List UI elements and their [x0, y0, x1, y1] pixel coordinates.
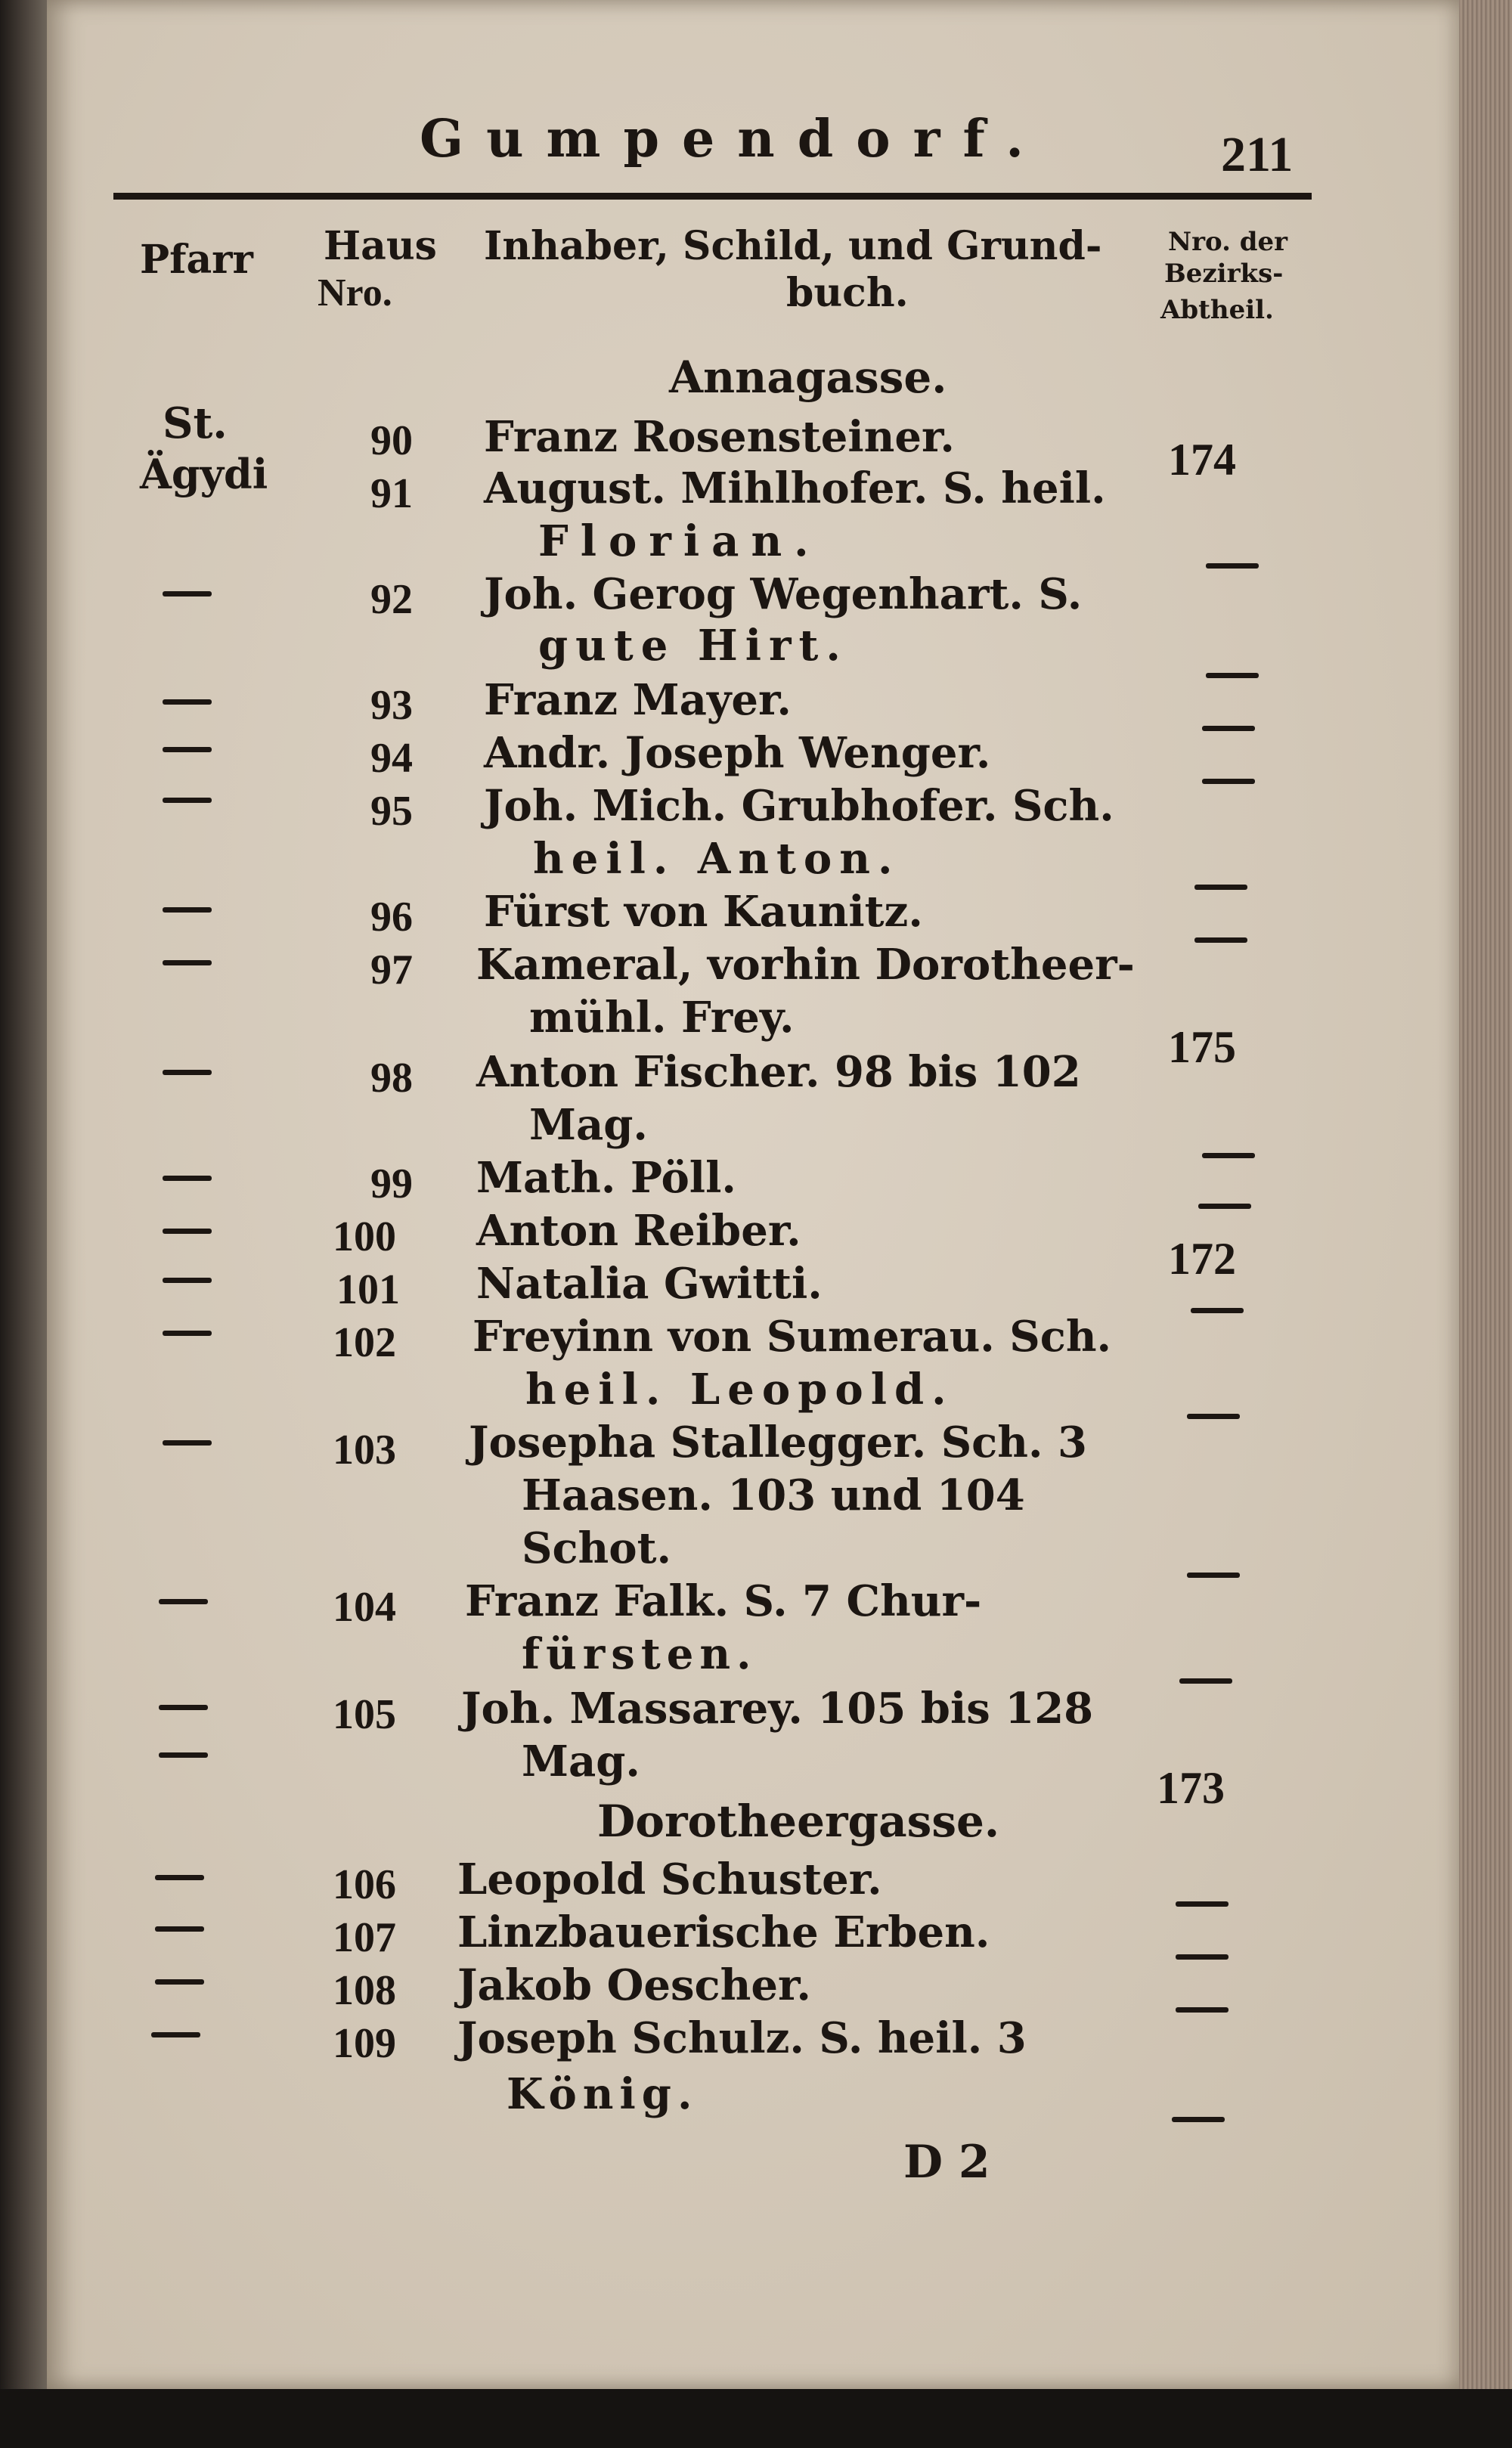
- entry-text: August. Mihlhofer. S. heil.: [484, 463, 1106, 513]
- ditto-dash: [163, 1440, 212, 1446]
- pfarr-label-cont: Ägydi: [140, 450, 268, 498]
- entry-text-cont: gute Hirt.: [538, 621, 848, 671]
- bezirk-number: 173: [1157, 1763, 1225, 1813]
- section-heading: Annagasse.: [669, 352, 947, 403]
- house-number: 105: [333, 1691, 396, 1738]
- column-head-bezirk-2: Bezirks-: [1164, 259, 1284, 289]
- bezirk-number: 172: [1168, 1234, 1236, 1284]
- house-number: 99: [370, 1160, 413, 1207]
- column-head-inhaber-cont: buch.: [786, 270, 909, 316]
- ditto-dash: [1191, 1308, 1244, 1313]
- entry-text-cont: Haasen. 103 und 104: [522, 1470, 1025, 1520]
- entry-text: Natalia Gwitti.: [476, 1259, 823, 1309]
- entry-text: Fürst von Kaunitz.: [484, 887, 923, 937]
- ditto-dash: [1172, 2117, 1225, 2122]
- ditto-dash: [1179, 1678, 1232, 1684]
- pfarr-label: St.: [163, 398, 228, 448]
- running-header-title: Gumpendorf.: [420, 109, 1046, 169]
- column-head-inhaber: Inhaber, Schild, und Grund-: [484, 223, 1102, 269]
- ditto-dash: [163, 1278, 212, 1283]
- column-head-haus: Haus: [324, 223, 437, 269]
- ditto-dash: [163, 1070, 212, 1075]
- entry-text: Freyinn von Sumerau. Sch.: [472, 1312, 1112, 1362]
- ditto-dash: [159, 1705, 208, 1710]
- entry-text: Franz Rosensteiner.: [484, 412, 955, 462]
- entry-text: Linzbauerische Erben.: [457, 1907, 990, 1957]
- entry-text: Kameral, vorhin Dorotheer-: [476, 940, 1135, 990]
- column-head-pfarr: Pfarr: [140, 237, 253, 283]
- column-head-bezirk-1: Nro. der: [1168, 227, 1288, 257]
- house-number: 103: [333, 1427, 396, 1473]
- entry-text: Math. Pöll.: [476, 1153, 736, 1203]
- ditto-dash: [1206, 673, 1259, 678]
- ditto-dash: [1194, 937, 1247, 943]
- entry-text: Anton Fischer. 98 bis 102: [476, 1047, 1081, 1097]
- ditto-dash: [151, 2032, 200, 2037]
- ditto-dash: [163, 907, 212, 913]
- ditto-dash: [163, 1229, 212, 1234]
- entry-text: Andr. Joseph Wenger.: [484, 728, 991, 778]
- ditto-dash: [1202, 1153, 1255, 1158]
- column-head-nro: Nro.: [318, 271, 392, 315]
- house-number: 95: [370, 788, 413, 835]
- ditto-dash: [155, 1875, 204, 1880]
- entry-text: Franz Mayer.: [484, 675, 792, 725]
- section-heading: Dorotheergasse.: [597, 1796, 1000, 1847]
- entry-text: Jakob Oescher.: [457, 1960, 811, 2010]
- entry-text: Anton Reiber.: [476, 1206, 801, 1256]
- house-number: 91: [370, 470, 413, 517]
- entry-text: Franz Falk. S. 7 Chur-: [465, 1576, 982, 1626]
- entry-text: Josepha Stallegger. Sch. 3: [469, 1418, 1087, 1467]
- ditto-dash: [1206, 563, 1259, 569]
- entry-text-cont: Schot.: [522, 1523, 671, 1573]
- ditto-dash: [155, 1926, 204, 1932]
- entry-text: Joh. Gerog Wegenhart. S.: [484, 569, 1083, 619]
- entry-text-cont: fürsten.: [522, 1629, 758, 1679]
- ditto-dash: [159, 1599, 208, 1604]
- ditto-dash: [163, 1331, 212, 1336]
- house-number: 106: [333, 1861, 396, 1908]
- house-number: 100: [333, 1213, 396, 1260]
- entry-text-cont: heil. Anton.: [533, 834, 900, 884]
- house-number: 109: [333, 2020, 396, 2067]
- ditto-dash: [1176, 2007, 1228, 2013]
- ditto-dash: [1187, 1573, 1240, 1578]
- scan-background: [0, 2389, 1512, 2448]
- house-number: 104: [333, 1584, 396, 1631]
- book-spine-left: [0, 0, 47, 2448]
- entry-text: Joh. Massarey. 105 bis 128: [461, 1684, 1094, 1734]
- house-number: 93: [370, 682, 413, 729]
- bezirk-number: 174: [1168, 435, 1236, 485]
- ditto-dash: [163, 1176, 212, 1181]
- house-number: 102: [333, 1319, 396, 1366]
- ditto-dash: [1202, 779, 1255, 784]
- ditto-dash: [1176, 1901, 1228, 1907]
- house-number: 98: [370, 1055, 413, 1102]
- house-number: 90: [370, 417, 413, 464]
- entry-text-cont: Mag.: [522, 1737, 640, 1786]
- house-number: 107: [333, 1914, 396, 1961]
- page-number: 211: [1221, 127, 1294, 182]
- page-edges-right: [1459, 0, 1512, 2448]
- entry-text: Leopold Schuster.: [457, 1855, 882, 1904]
- ditto-dash: [1194, 885, 1247, 890]
- ditto-dash: [1198, 1204, 1251, 1209]
- entry-text-cont: Florian.: [538, 516, 821, 566]
- ditto-dash: [163, 699, 212, 705]
- bezirk-number: 175: [1168, 1022, 1236, 1072]
- house-number: 92: [370, 576, 413, 623]
- house-number: 108: [333, 1967, 396, 2014]
- house-number: 101: [336, 1266, 400, 1313]
- entry-text-cont: mühl. Frey.: [529, 993, 795, 1043]
- ditto-dash: [1176, 1954, 1228, 1960]
- ditto-dash: [163, 591, 212, 597]
- ditto-dash: [163, 960, 212, 965]
- header-rule: [113, 193, 1312, 200]
- entry-text: Joseph Schulz. S. heil. 3: [457, 2013, 1027, 2063]
- house-number: 96: [370, 894, 413, 940]
- house-number: 97: [370, 947, 413, 993]
- ditto-dash: [163, 798, 212, 803]
- house-number: 94: [370, 735, 413, 782]
- ditto-dash: [1187, 1414, 1240, 1419]
- ditto-dash: [163, 747, 212, 752]
- entry-text: Joh. Mich. Grubhofer. Sch.: [484, 781, 1114, 831]
- column-head-bezirk-3: Abtheil.: [1160, 295, 1274, 325]
- entry-text-cont: Mag.: [529, 1100, 648, 1150]
- ditto-dash: [155, 1979, 204, 1985]
- ditto-dash: [1202, 726, 1255, 731]
- entry-text-cont: König.: [507, 2069, 699, 2119]
- ditto-dash: [159, 1752, 208, 1758]
- entry-text-cont: heil. Leopold.: [525, 1365, 954, 1415]
- signature-mark: D 2: [903, 2136, 990, 2189]
